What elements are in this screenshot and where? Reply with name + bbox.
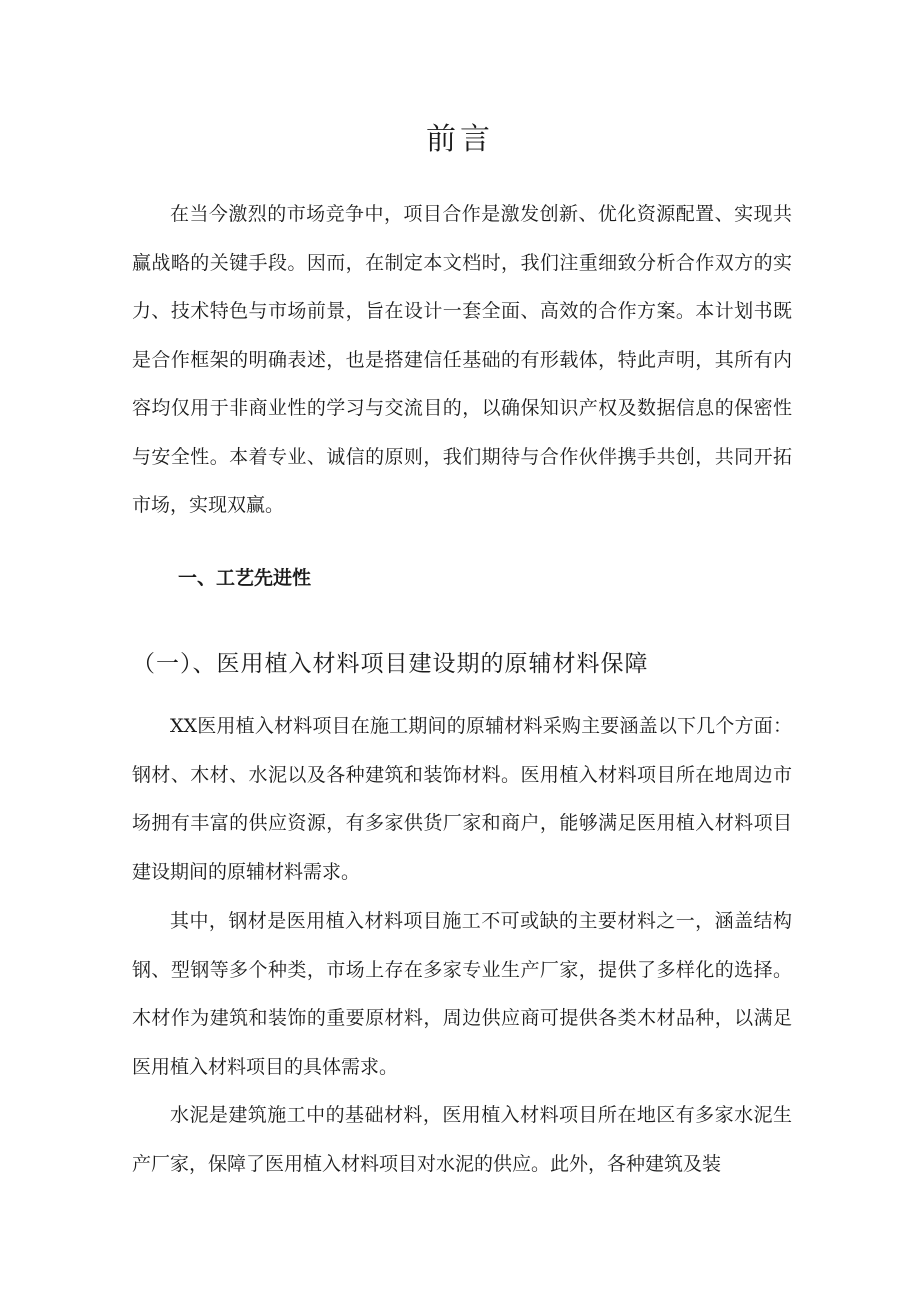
section-heading: 一、工艺先进性	[178, 567, 312, 589]
body-paragraph-1: XX医用植入材料项目在施工期间的原辅材料采购主要涵盖以下几个方面：钢材、木材、水泥以及各种建筑和装饰材料。医用植入材料项目所在地周边市场拥有丰富的供应资源，有多家供货厂家和商户，能够满足医用植入材料项目建设期间的原辅材料需求。	[132, 715, 792, 883]
page-title: 前言	[426, 122, 494, 157]
body-paragraph-3: 水泥是建筑施工中的基础材料，医用植入材料项目所在地区有多家水泥生产厂家，保障了医用植入材料项目对水泥的供应。此外，各种建筑及装	[132, 1104, 792, 1175]
preface-paragraph: 在当今激烈的市场竞争中，项目合作是激发创新、优化资源配置、实现共赢战略的关键手段。因而，在制定本文档时，我们注重细致分析合作双方的实力、技术特色与市场前景，旨在设计一套全面、高效的合作方案。本计划书既是合作框架的明确表述，也是搭建信任基础的有形载体，特此声明，其所有内容均仅用于非商业性的学习与交流目的，以确保知识产权及数据信息的保密性与安全性。本着专业、诚信的原则，我们期待与合作伙伴携手共创，共同开拓市场，实现双赢。	[132, 203, 792, 516]
body-paragraph-2: 其中，钢材是医用植入材料项目施工不可或缺的主要材料之一，涵盖结构钢、型钢等多个种类，市场上存在多家专业生产厂家，提供了多样化的选择。木材作为建筑和装饰的重要原材料，周边供应商可提供各类木材品种，以满足医用植入材料项目的具体需求。	[132, 910, 792, 1078]
subsection-heading: （一）、医用植入材料项目建设期的原辅材料保障	[132, 651, 649, 677]
